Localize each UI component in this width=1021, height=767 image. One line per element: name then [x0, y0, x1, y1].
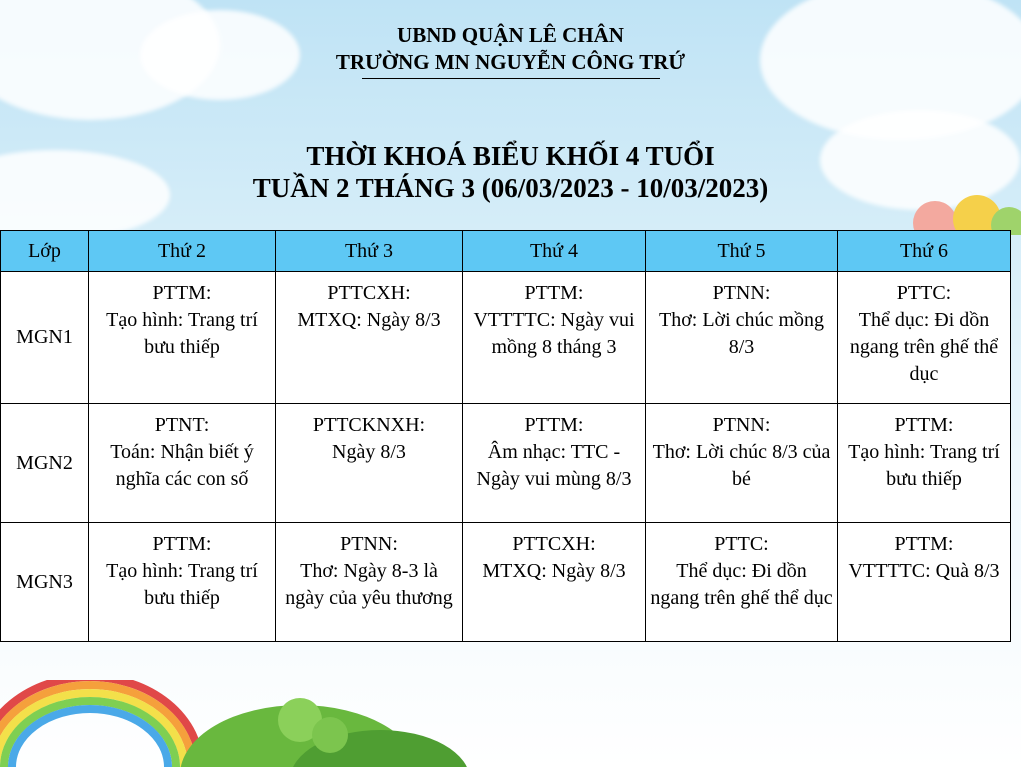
- class-name: MGN2: [1, 404, 89, 523]
- schedule-cell: [276, 272, 463, 404]
- activity: Âm nhạc: TTC - Ngày vui mùng 8/3: [476, 441, 632, 490]
- schedule-table: [0, 230, 1011, 642]
- development-area: PTTCXH:: [512, 533, 596, 555]
- table-header-row: [1, 231, 1011, 272]
- activity: Thể dục: Đi dồn ngang trên ghế thể dục: [650, 560, 833, 609]
- development-area: PTTM:: [152, 533, 212, 555]
- organization-header: [0, 22, 1021, 79]
- header-underline: [362, 78, 660, 79]
- activity: Thể dục: Đi dồn ngang trên ghế thể dục: [849, 309, 999, 385]
- activity: VTTTTC: Quà 8/3: [848, 560, 1000, 582]
- page-title: [0, 140, 1021, 204]
- schedule-cell: [838, 404, 1011, 523]
- development-area: PTNT:: [154, 414, 210, 436]
- schedule-cell: [89, 523, 276, 642]
- column-header-day: Thứ 6: [838, 231, 1011, 272]
- schedule-cell: [646, 272, 838, 404]
- schedule-cell: [89, 404, 276, 523]
- activity: Thơ: Lời chúc 8/3 của bé: [652, 441, 831, 490]
- development-area: PTTC:: [714, 533, 769, 555]
- column-header-class: Lớp: [1, 231, 89, 272]
- development-area: PTTM:: [152, 282, 212, 304]
- schedule-cell: [646, 523, 838, 642]
- development-area: PTTM:: [894, 414, 954, 436]
- schedule-cell: [463, 272, 646, 404]
- column-header-day: Thứ 3: [276, 231, 463, 272]
- schedule-cell: [89, 272, 276, 404]
- column-header-day: Thứ 5: [646, 231, 838, 272]
- development-area: PTTM:: [524, 414, 584, 436]
- schedule-cell: [276, 523, 463, 642]
- schedule-cell: [276, 404, 463, 523]
- development-area: PTTCXH:: [327, 282, 411, 304]
- activity: MTXQ: Ngày 8/3: [482, 560, 626, 582]
- activity: MTXQ: Ngày 8/3: [297, 309, 441, 331]
- activity: Thơ: Ngày 8-3 là ngày của yêu thương: [285, 560, 453, 609]
- schedule-cell: [463, 523, 646, 642]
- rainbow-hill-icon: [0, 680, 1021, 767]
- table-row: [1, 523, 1011, 642]
- table-row: [1, 272, 1011, 404]
- activity: Toán: Nhận biết ý nghĩa các con số: [110, 441, 254, 490]
- column-header-day: Thứ 4: [463, 231, 646, 272]
- development-area: PTTM:: [524, 282, 584, 304]
- activity: VTTTTC: Ngày vui mồng 8 tháng 3: [473, 309, 635, 358]
- activity: Ngày 8/3: [332, 441, 406, 463]
- activity: Thơ: Lời chúc mồng 8/3: [658, 309, 824, 358]
- class-name: MGN3: [1, 523, 89, 642]
- column-header-day: Thứ 2: [89, 231, 276, 272]
- development-area: PTNN:: [712, 414, 771, 436]
- development-area: PTTM:: [894, 533, 954, 555]
- activity: Tạo hình: Trang trí bưu thiếp: [106, 309, 258, 358]
- schedule-title: THỜI KHOÁ BIỂU KHỐI 4 TUỔI: [306, 141, 715, 171]
- development-area: PTTCKNXH:: [312, 414, 426, 436]
- schedule-cell: [646, 404, 838, 523]
- development-area: PTTC:: [896, 282, 952, 304]
- development-area: PTNN:: [712, 282, 771, 304]
- schedule-cell: [838, 272, 1011, 404]
- school-name: TRƯỜNG MN NGUYỄN CÔNG TRỨ: [335, 50, 686, 74]
- table-row: [1, 404, 1011, 523]
- schedule-cell: [463, 404, 646, 523]
- development-area: PTNN:: [340, 533, 398, 555]
- schedule-week: TUẦN 2 THÁNG 3 (06/03/2023 - 10/03/2023): [252, 173, 769, 203]
- activity: Tạo hình: Trang trí bưu thiếp: [848, 441, 1000, 490]
- activity: Tạo hình: Trang trí bưu thiếp: [106, 560, 258, 609]
- schedule-cell: [838, 523, 1011, 642]
- class-name: MGN1: [1, 272, 89, 404]
- district-name: UBND QUẬN LÊ CHÂN: [397, 23, 624, 47]
